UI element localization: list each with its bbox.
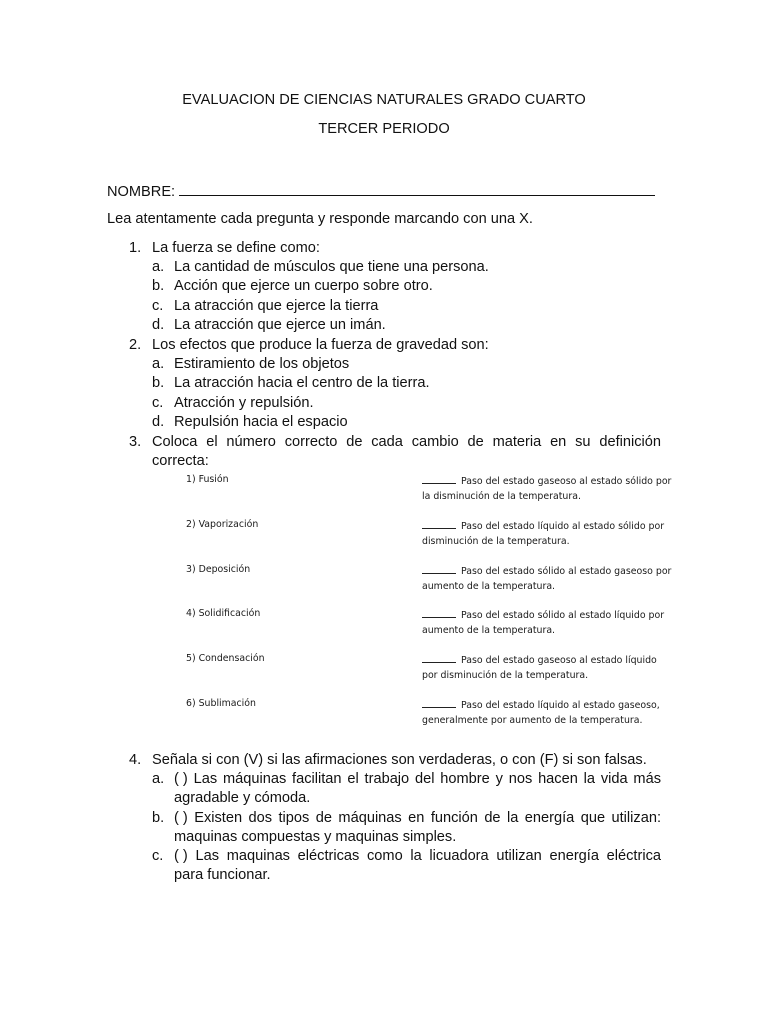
question-number: 2. [129,337,142,353]
option-item[interactable] [152,277,661,296]
matching-definition: Paso del estado líquido al estado sólido por disminución de la temperatura. [422,521,665,547]
option-item[interactable] [152,355,661,374]
answer-blank[interactable] [422,699,456,708]
option-letter: c. [152,848,164,865]
matching-definition: Paso del estado sólido al estado líquido por aumento de la temperatura. [422,610,665,636]
option-text: Acción que ejerce un cuerpo sobre otro. [174,278,433,295]
question-1 [129,239,661,335]
option-letter: a. [152,259,165,275]
question-3 [129,433,661,471]
matching-row [186,698,672,732]
option-text: Existen dos tipos de máquinas en función de la energía que utilizan: maquinas compuestas y maquinas simples. [174,809,661,845]
option-letter: c. [152,297,164,314]
option-text: Las máquinas facilitan el trabajo del hombre y nos hacen la vida más agradable y cómoda. [174,771,661,807]
matching-row [186,519,672,553]
option-letter: d. [152,413,165,430]
matching-definition: Paso del estado sólido al estado gaseoso por aumento de la temperatura. [422,566,672,592]
option-text: La atracción que ejerce un imán. [174,316,386,333]
option-item[interactable] [152,374,661,393]
option-item [152,809,661,848]
instructions-text: Lea atentamente cada pregunta y responde marcando con una X. [107,211,533,227]
question-number: 3. [129,434,142,450]
option-text: La atracción hacia el centro de la tierra. [174,375,430,392]
matching-definition: Paso del estado gaseoso al estado sólido por la disminución de la temperatura. [422,476,672,502]
option-text: Las maquinas eléctricas como la licuadora utilizan energía eléctrica para funcionar. [174,848,661,884]
document-subtitle: TERCER PERIODO [318,121,450,137]
matching-definition: Paso del estado líquido al estado gaseoso, generalmente por aumento de la temperatura. [422,700,660,726]
answer-parentheses[interactable]: ( ) [174,771,188,787]
matching-term: 4) Solidificación [186,608,261,619]
option-text: La atracción que ejerce la tierra [174,297,379,314]
option-item[interactable] [152,297,661,316]
answer-blank[interactable] [422,565,456,574]
question-number: 1. [129,240,142,256]
name-blank-line[interactable] [179,181,655,196]
question-2 [129,336,661,432]
matching-term: 1) Fusión [186,474,229,485]
question-stem: Coloca el número correcto de cada cambio de materia en su definición correcta: [152,434,661,469]
option-letter: a. [152,771,165,787]
matching-definition: Paso del estado gaseoso al estado líquido por disminución de la temperatura. [422,655,657,681]
option-text: La cantidad de músculos que tiene una persona. [174,259,489,275]
option-item[interactable] [152,394,661,413]
question-stem: La fuerza se define como: [152,240,320,256]
question-number: 4. [129,752,142,768]
document-title: EVALUACION DE CIENCIAS NATURALES GRADO CUARTO [182,92,586,108]
option-item [152,770,661,809]
matching-row [186,564,672,598]
matching-term: 5) Condensación [186,653,265,664]
answer-parentheses[interactable]: ( ) [174,809,188,826]
question-stem: Los efectos que produce la fuerza de gravedad son: [152,337,489,353]
option-item[interactable] [152,258,661,277]
matching-row [186,608,672,642]
answer-blank[interactable] [422,654,456,663]
matching-term: 2) Vaporización [186,519,259,530]
answer-blank[interactable] [422,609,456,618]
name-label: NOMBRE: [107,184,176,200]
option-item[interactable] [152,413,661,432]
question-4 [129,751,661,886]
option-letter: d. [152,316,165,333]
matching-term: 6) Sublimación [186,698,256,709]
matching-term: 3) Deposición [186,564,251,575]
option-letter: b. [152,278,165,295]
matching-row [186,653,672,687]
option-letter: b. [152,375,165,392]
option-letter: b. [152,809,165,826]
option-text: Estiramiento de los objetos [174,356,350,372]
option-text: Repulsión hacia el espacio [174,413,348,430]
option-item [152,847,661,886]
name-field [107,181,655,200]
answer-blank[interactable] [422,520,456,529]
option-text: Atracción y repulsión. [174,394,314,411]
matching-row [186,474,672,508]
answer-parentheses[interactable]: ( ) [174,848,188,865]
question-stem: Señala si con (V) si las afirmaciones son verdaderas, o con (F) si son falsas. [152,752,647,768]
option-letter: a. [152,356,165,372]
answer-blank[interactable] [422,475,456,484]
option-item[interactable] [152,316,661,335]
option-letter: c. [152,394,164,411]
